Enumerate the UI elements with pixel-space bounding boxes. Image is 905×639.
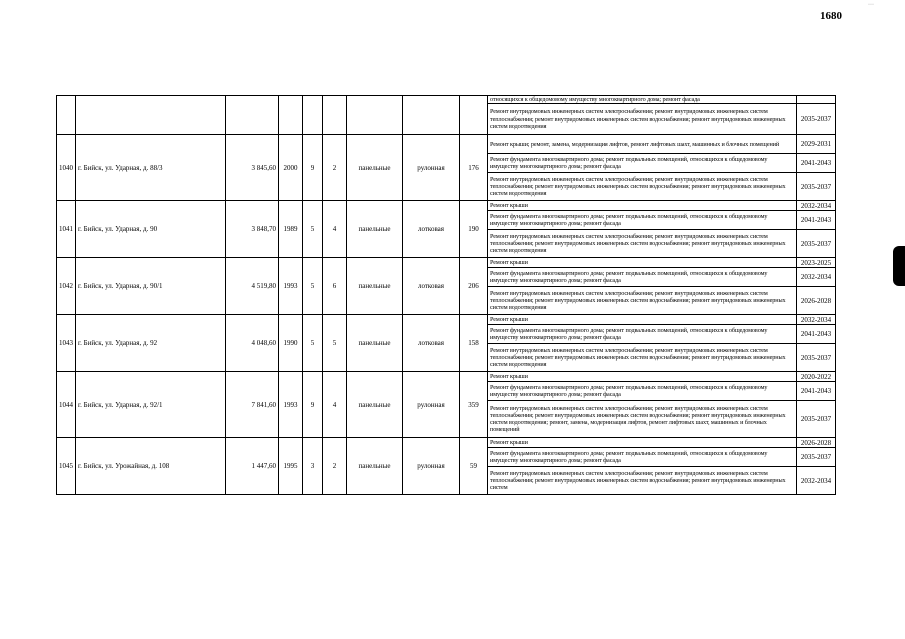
work-period: 2032-2034 bbox=[797, 315, 836, 325]
work-description: Ремонт внутридомовых инженерных систем электроснабжения; ремонт внутридомовых инженерных систем теплоснабжения; ремонт внутридомовых инженерных систем водоснабжения; ремонт внутридомовых инженерных систем водоотведения bbox=[488, 104, 797, 135]
row-number: 1045 bbox=[57, 438, 76, 495]
table-row bbox=[57, 135, 836, 154]
floor-count: 5 bbox=[303, 315, 323, 372]
work-period: 2035-2037 bbox=[797, 448, 836, 467]
work-period: 2035-2037 bbox=[797, 230, 836, 258]
row-number: 1044 bbox=[57, 372, 76, 438]
work-description: Ремонт фундамента многоквартирного дома; ремонт подвальных помещений, относящихся к общедомовому имуществу многоквартирного дома; ремонт фасада bbox=[488, 268, 797, 287]
total-area: 3 848,70 bbox=[226, 201, 279, 258]
entrance-count: 6 bbox=[323, 258, 347, 315]
work-description: Ремонт внутридомовых инженерных систем электроснабжения; ремонт внутридомовых инженерных систем теплоснабжения; ремонт внутридомовых инженерных систем водоснабжения; ремонт внутридомовых инженерных систем водоотведения bbox=[488, 344, 797, 372]
work-description: Ремонт крыши bbox=[488, 201, 797, 211]
work-period: 2032-2034 bbox=[797, 268, 836, 287]
work-description: Ремонт крыши bbox=[488, 372, 797, 382]
total-area: 1 447,60 bbox=[226, 438, 279, 495]
roof-cell bbox=[403, 96, 460, 135]
entrance-count: 2 bbox=[323, 438, 347, 495]
roof-type: рулонная bbox=[403, 135, 460, 201]
work-description: Ремонт внутридомовых инженерных систем электроснабжения; ремонт внутридомовых инженерных систем теплоснабжения; ремонт внутридомовых инженерных систем водоснабжения; ремонт внутридомовых инженерных систем bbox=[488, 467, 797, 495]
floors-cell bbox=[303, 96, 323, 135]
wall-material: панельные bbox=[347, 438, 403, 495]
work-period: 2041-2043 bbox=[797, 211, 836, 230]
work-period: 2029-2031 bbox=[797, 135, 836, 154]
work-period: 2032-2034 bbox=[797, 467, 836, 495]
repair-schedule-table bbox=[56, 95, 836, 495]
scan-speck: ··· bbox=[868, 2, 874, 8]
roof-type: лотковая bbox=[403, 258, 460, 315]
entrance-count: 4 bbox=[323, 372, 347, 438]
work-description: Ремонт крыши bbox=[488, 258, 797, 268]
wall-material: панельные bbox=[347, 201, 403, 258]
work-description: Ремонт внутридомовых инженерных систем электроснабжения; ремонт внутридомовых инженерных систем теплоснабжения; ремонт внутридомовых инженерных систем водоснабжения; ремонт внутридомовых инженерных систем водоотведения bbox=[488, 173, 797, 201]
resident-count: 359 bbox=[460, 372, 488, 438]
row-number: 1040 bbox=[57, 135, 76, 201]
work-description: Ремонт внутридомовых инженерных систем электроснабжения; ремонт внутридомовых инженерных систем теплоснабжения; ремонт внутридомовых инженерных систем водоснабжения; ремонт внутридомовых инженерных систем водоотведения bbox=[488, 287, 797, 315]
total-area: 4 048,60 bbox=[226, 315, 279, 372]
wall-material: панельные bbox=[347, 258, 403, 315]
resident-count: 190 bbox=[460, 201, 488, 258]
work-period: 2026-2028 bbox=[797, 438, 836, 448]
build-year: 1993 bbox=[279, 372, 303, 438]
roof-type: рулонная bbox=[403, 372, 460, 438]
wall-material: панельные bbox=[347, 372, 403, 438]
resident-count: 206 bbox=[460, 258, 488, 315]
work-period: 2041-2043 bbox=[797, 382, 836, 401]
building-address: г. Бийск, ул. Урожайная, д. 108 bbox=[76, 438, 226, 495]
work-period: 2041-2043 bbox=[797, 325, 836, 344]
work-description: Ремонт крыши bbox=[488, 315, 797, 325]
work-description: Ремонт фундамента многоквартирного дома; ремонт подвальных помещений, относящихся к общедомовому имуществу многоквартирного дома; ремонт фасада bbox=[488, 325, 797, 344]
build-year: 1990 bbox=[279, 315, 303, 372]
floor-count: 9 bbox=[303, 135, 323, 201]
resident-count: 176 bbox=[460, 135, 488, 201]
row-number: 1042 bbox=[57, 258, 76, 315]
table-row bbox=[57, 315, 836, 325]
table-row bbox=[57, 201, 836, 211]
entrance-count: 4 bbox=[323, 201, 347, 258]
roof-type: рулонная bbox=[403, 438, 460, 495]
wall-material: панельные bbox=[347, 315, 403, 372]
walls-cell bbox=[347, 96, 403, 135]
resident-count: 158 bbox=[460, 315, 488, 372]
roof-type: лотковая bbox=[403, 315, 460, 372]
work-period: 2041-2043 bbox=[797, 154, 836, 173]
entrance-count: 5 bbox=[323, 315, 347, 372]
work-period: 2026-2028 bbox=[797, 287, 836, 315]
num-cell bbox=[57, 96, 76, 135]
row-number: 1043 bbox=[57, 315, 76, 372]
work-description: Ремонт крыши; ремонт, замена, модернизация лифтов, ремонт лифтовых шахт, машинных и блочных помещений bbox=[488, 135, 797, 154]
work-description: Ремонт крыши bbox=[488, 438, 797, 448]
work-period: 2035-2037 bbox=[797, 401, 836, 438]
work-period: 2035-2037 bbox=[797, 173, 836, 201]
build-year: 2000 bbox=[279, 135, 303, 201]
work-period: 2035-2037 bbox=[797, 104, 836, 135]
building-address: г. Бийск, ул. Ударная, д. 90 bbox=[76, 201, 226, 258]
build-year: 1995 bbox=[279, 438, 303, 495]
building-address: г. Бийск, ул. Ударная, д. 92/1 bbox=[76, 372, 226, 438]
year-cell bbox=[279, 96, 303, 135]
building-address: г. Бийск, ул. Ударная, д. 90/1 bbox=[76, 258, 226, 315]
continuation-row bbox=[57, 96, 836, 104]
floor-count: 5 bbox=[303, 258, 323, 315]
work-period: 2023-2025 bbox=[797, 258, 836, 268]
floor-count: 9 bbox=[303, 372, 323, 438]
resident-count: 59 bbox=[460, 438, 488, 495]
wall-material: панельные bbox=[347, 135, 403, 201]
work-period bbox=[797, 96, 836, 104]
work-period: 2020-2022 bbox=[797, 372, 836, 382]
entrances-cell bbox=[323, 96, 347, 135]
scan-edge-mark bbox=[893, 246, 905, 286]
roof-type: лотковая bbox=[403, 201, 460, 258]
build-year: 1989 bbox=[279, 201, 303, 258]
total-area: 3 845,60 bbox=[226, 135, 279, 201]
table-row bbox=[57, 372, 836, 382]
area-cell bbox=[226, 96, 279, 135]
floor-count: 5 bbox=[303, 201, 323, 258]
page-number: 1680 bbox=[820, 10, 842, 22]
row-number: 1041 bbox=[57, 201, 76, 258]
residents-cell bbox=[460, 96, 488, 135]
total-area: 4 519,80 bbox=[226, 258, 279, 315]
work-description: Ремонт фундамента многоквартирного дома; ремонт подвальных помещений, относящихся к общедомовому имуществу многоквартирного дома; ремонт фасада bbox=[488, 154, 797, 173]
work-description: Ремонт внутридомовых инженерных систем электроснабжения; ремонт внутридомовых инженерных систем теплоснабжения; ремонт внутридомовых инженерных систем водоснабжения; ремонт внутридомовых инженерных систем водоотведения bbox=[488, 230, 797, 258]
work-description: Ремонт фундамента многоквартирного дома; ремонт подвальных помещений, относящихся к общедомовому имуществу многоквартирного дома; ремонт фасада bbox=[488, 448, 797, 467]
work-description: Ремонт фундамента многоквартирного дома; ремонт подвальных помещений, относящихся к общедомовому имуществу многоквартирного дома; ремонт фасада bbox=[488, 382, 797, 401]
work-description: относящихся к общедомовому имуществу многоквартирного дома; ремонт фасада bbox=[488, 96, 797, 104]
total-area: 7 841,60 bbox=[226, 372, 279, 438]
work-description: Ремонт фундамента многоквартирного дома; ремонт подвальных помещений, относящихся к общедомовому имуществу многоквартирного дома; ремонт фасада bbox=[488, 211, 797, 230]
work-period: 2035-2037 bbox=[797, 344, 836, 372]
work-description: Ремонт внутридомовых инженерных систем электроснабжения; ремонт внутридомовых инженерных систем теплоснабжения; ремонт внутридомовых инженерных систем водоснабжения; ремонт внутридомовых инженерных систем водоотведения; ремонт, замена, модернизация лифтов, ремонт лифтовых шахт, машинных и блочных помещений bbox=[488, 401, 797, 438]
table-row bbox=[57, 438, 836, 448]
work-period: 2032-2034 bbox=[797, 201, 836, 211]
building-address: г. Бийск, ул. Ударная, д. 92 bbox=[76, 315, 226, 372]
entrance-count: 2 bbox=[323, 135, 347, 201]
build-year: 1993 bbox=[279, 258, 303, 315]
building-address: г. Бийск, ул. Ударная, д. 88/3 bbox=[76, 135, 226, 201]
floor-count: 3 bbox=[303, 438, 323, 495]
address-cell bbox=[76, 96, 226, 135]
table-row bbox=[57, 258, 836, 268]
